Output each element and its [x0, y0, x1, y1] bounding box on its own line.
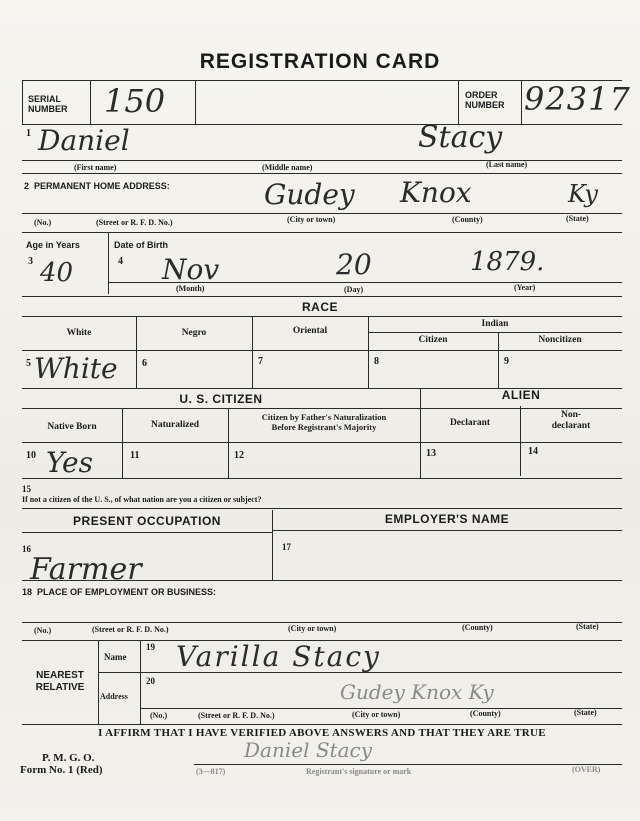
race-white-value: White	[34, 352, 118, 385]
birth-month-label: (Month)	[176, 284, 205, 293]
row-number-5: 5	[26, 358, 31, 369]
last-name-value: Stacy	[418, 120, 503, 155]
row-number-9: 9	[504, 356, 509, 367]
middle-name-label: (Middle name)	[262, 163, 313, 172]
relative-name-label: Name	[104, 652, 127, 662]
row-number-19: 19	[146, 642, 155, 652]
signature-label: Registrant's signature or mark	[306, 767, 412, 776]
race-negro-label: Negro	[181, 328, 207, 338]
us-citizen-header: U. S. CITIZEN	[179, 392, 263, 406]
birth-month-value: Nov	[162, 253, 220, 286]
address-county-label: (County)	[452, 215, 483, 224]
serial-number-value: 150	[104, 82, 166, 120]
first-name-value: Daniel	[38, 124, 130, 157]
age-label: Age in Years	[26, 240, 80, 250]
row-number-10: 10	[26, 450, 36, 461]
affirmation-text: I AFFIRM THAT I HAVE VERIFIED ABOVE ANSWERS AND THAT THEY ARE TRUE	[98, 727, 546, 739]
occupation-header: PRESENT OCCUPATION	[73, 514, 221, 528]
relative-address-value: Gudey Knox Ky	[340, 680, 494, 704]
birth-day-label: (Day)	[344, 285, 364, 294]
dob-label: Date of Birth	[114, 240, 168, 250]
row-number-7: 7	[258, 356, 263, 367]
birth-day-value: 20	[336, 248, 372, 281]
row-number-6: 6	[142, 358, 147, 369]
over-label: (OVER)	[572, 765, 601, 774]
naturalized-label: Naturalized	[150, 420, 200, 430]
race-indian-label: Indian	[481, 319, 509, 329]
nearest-relative-label: NEAREST RELATIVE	[35, 670, 85, 693]
last-name-label: (Last name)	[486, 160, 528, 169]
relative-street-label: (Street or R. F. D. No.)	[198, 711, 275, 720]
home-address-label: 2 PERMANENT HOME ADDRESS:	[24, 181, 170, 191]
employer-header: EMPLOYER'S NAME	[384, 512, 510, 526]
occupation-value: Farmer	[30, 552, 142, 587]
relative-no-label: (No.)	[150, 711, 168, 720]
relative-state-label: (State)	[574, 708, 597, 717]
address-state-label: (State)	[566, 214, 589, 223]
row-number-4: 4	[118, 256, 123, 267]
row-number-3: 3	[28, 256, 33, 267]
row-number-15: 15	[22, 484, 31, 494]
row-number-16: 16	[22, 544, 31, 554]
nondeclarant-label: Non- declarant	[551, 410, 591, 431]
employment-city-label: (City or town)	[288, 624, 337, 633]
row-number-13: 13	[426, 448, 436, 459]
order-label: ORDER NUMBER	[465, 90, 505, 110]
age-value: 40	[40, 258, 74, 288]
employment-no-label: (No.)	[34, 626, 52, 635]
card-title: REGISTRATION CARD	[199, 50, 441, 73]
declarant-label: Declarant	[449, 418, 491, 428]
race-oriental-label: Oriental	[292, 326, 328, 336]
row-number-8: 8	[374, 356, 379, 367]
relative-city-label: (City or town)	[352, 710, 401, 719]
birth-year-label: (Year)	[514, 283, 536, 292]
fathers-naturalization-label: Citizen by Father's Naturalization Before Registrant's Majority	[261, 412, 387, 432]
relative-name-value: Varilla Stacy	[176, 640, 381, 673]
relative-address-label: Address	[100, 692, 128, 701]
race-white-label: White	[66, 328, 92, 338]
county-value: Knox	[400, 176, 472, 209]
row-number-14: 14	[528, 446, 538, 457]
birth-year-value: 1879.	[470, 247, 545, 277]
form-code: (3—817)	[196, 767, 226, 776]
row-number-12: 12	[234, 450, 244, 461]
race-citizen-label: Citizen	[418, 335, 448, 345]
row-number-1: 1	[26, 128, 31, 139]
native-born-label: Native Born	[47, 422, 97, 432]
place-of-employment-label: 18 PLACE OF EMPLOYMENT OR BUSINESS:	[22, 587, 217, 597]
alien-header: ALIEN	[501, 388, 541, 402]
employment-street-label: (Street or R. F. D. No.)	[92, 625, 169, 634]
first-name-label: (First name)	[74, 163, 117, 172]
relative-county-label: (County)	[470, 709, 501, 718]
form-number-label: Form No. 1 (Red)	[20, 764, 103, 776]
row-number-11: 11	[130, 450, 140, 461]
race-noncitizen-label: Noncitizen	[538, 335, 582, 345]
serial-label: SERIAL NUMBER	[28, 94, 68, 114]
native-born-value: Yes	[46, 446, 93, 479]
order-number-value: 92317	[524, 80, 631, 118]
employment-county-label: (County)	[462, 623, 493, 632]
nation-question-label: If not a citizen of the U. S., of what nation are you a citizen or subject?	[22, 495, 262, 504]
address-city-label: (City or town)	[287, 215, 336, 224]
address-no-label: (No.)	[34, 218, 52, 227]
employment-state-label: (State)	[576, 622, 599, 631]
form-agency-label: P. M. G. O.	[42, 752, 95, 764]
city-value: Gudey	[264, 178, 355, 211]
race-header: RACE	[301, 300, 338, 314]
address-street-label: (Street or R. F. D. No.)	[96, 218, 173, 227]
registrant-signature: Daniel Stacy	[244, 738, 372, 762]
row-number-17: 17	[282, 542, 291, 552]
row-number-20: 20	[146, 676, 155, 686]
state-value: Ky	[568, 180, 598, 208]
